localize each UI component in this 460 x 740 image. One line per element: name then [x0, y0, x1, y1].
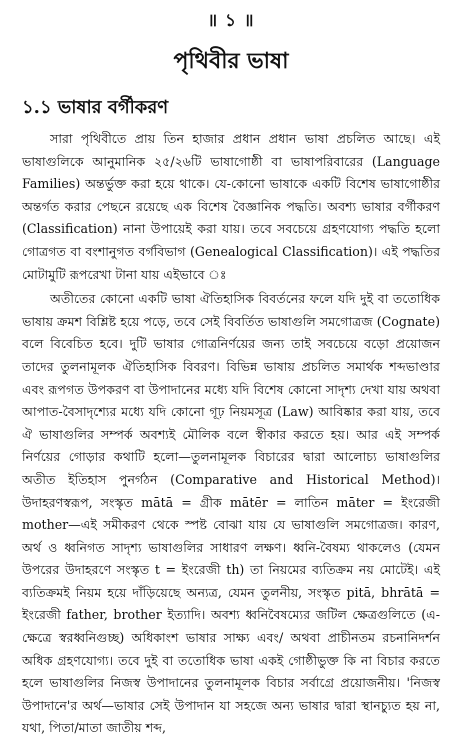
body-paragraph: অতীতের কোনো একটি ভাষা ঐতিহাসিক বিবর্তনের ফলে যদি দুই বা ততোধিক ভাষায় ক্রমশ বিশ্লিষ্ট হয়ে পড়ে, তবে সেই বিবর্তিত ভাষাগুলি সমগোত্রজ (Cognate) বলে বিবেচিত হবে। দুটি ভাষার গোত্রনির্ণয়ের জন্য তাই সবচেয়ে বড়ো প্রয়োজন তাদের তুলনামূলক ঐতিহাসিক বিবরণ। বিভিন্ন ভাষায় প্রচলিত সমার্থক শব্দভাণ্ডার এবং রূপগত উপকরণ বা উপাদানের মধ্যে যদি বিশেষ কোনো সাদৃশ্য দেখা যায় অথবা আপাত-বৈসাদৃশ্যের মধ্যে যদি কোনো গূঢ় নিয়মসূত্র (Law) আবিষ্কার করা যায়, তবে ঐ ভাষাগুলির সম্পর্ক অবশ্যই মৌলিক বলে স্বীকার করতে হয়। আর এই সম্পর্ক নির্ণয়ের গোড়ার কথাটি হলো—তুলনামূলক বিচারের দ্বারা আলোচ্য ভাষাগুলির অতীত ইতিহাস পুনর্গঠন (Comparative and Historical Method)। উদাহরণস্বরূপ, সংস্কৃত mātā = গ্রীক mātēr = লাতিন māter = ইংরেজী mother—এই সমীকরণ থেকে স্পষ্ট বোঝা যায় যে ভাষাগুলি সমগোত্রজ। কারণ, অর্থ ও ধ্বনিগত সাদৃশ্য ভাষাগুলির সাধারণ লক্ষণ। ধ্বনি-বৈষম্য থাকলেও (যেমন উপরের উদাহরণে সংস্কৃত t = ইংরেজী th) তা নিয়মের ব্যতিক্রম নয় মোটেই। এই ব্যতিক্রমই নিয়ম হয়ে দাঁড়িয়েছে অন্যত্র, যেমন তুলনীয়, সংস্কৃত pitā, bhrātā = ইংরেজী father, brother ইত্যাদি। অবশ্য ধ্বনিবৈষম্যের জটিল ক্ষেত্রগুলিতে (এ-ক্ষেত্রে স্বরধ্বনিগুচ্ছ) অধিকাংশ ভাষার সাক্ষ্য এবং/ অথবা প্রাচীনতম রচনানিদর্শন অধিক গ্রহণযোগ্য। তবে দুই বা ততোধিক ভাষা একই গোষ্ঠীভুক্ত কি না বিচার করতে হলে ভাষাগুলির নিজস্ব উপাদানের তুলনামূলক বিচার সর্বাগ্রে প্রয়োজনীয়। 'নিজস্ব উপাদানে'র অর্থ—ভাষার সেই উপাদান যা সহজে অন্য ভাষার দ্বারা স্থানচ্যুত হয় না, যথা, পিতা/মাতা জাতীয় শব্দ,	[22, 291, 440, 736]
body-paragraph: সারা পৃথিবীতে প্রায় তিন হাজার প্রধান প্রধান ভাষা প্রচলিত আছে। এই ভাষাগুলিকে আনুমানিক ২৫/২৬টি ভাষাগোষ্ঠী বা ভাষাপরিবারের (Language Families) অন্তর্ভুক্ত করা হয়ে থাকে। যে-কোনো ভাষাকে একটি বিশেষ ভাষাগোষ্ঠীর অন্তর্গত করার পেছনে রয়েছে এক বিশেষ বৈজ্ঞানিক পদ্ধতি। অবশ্য ভাষার বর্গীকরণ (Classification) নানা উপায়েই করা যায়। তবে সবচেয়ে গ্রহণযোগ্য পদ্ধতি হলো গোত্রগত বা বংশানুগত বর্গবিভাগ (Genealogical Classification)। এই পদ্ধতির মোটামুটি রূপরেখা টানা যায় এইভাবে ঃ	[22, 131, 440, 282]
chapter-title: পৃথিবীর ভাষা	[173, 48, 289, 74]
section-heading: ১.১ ভাষার বর্গীকরণ	[22, 97, 169, 118]
chapter-number: ॥ ১ ॥	[207, 11, 255, 31]
